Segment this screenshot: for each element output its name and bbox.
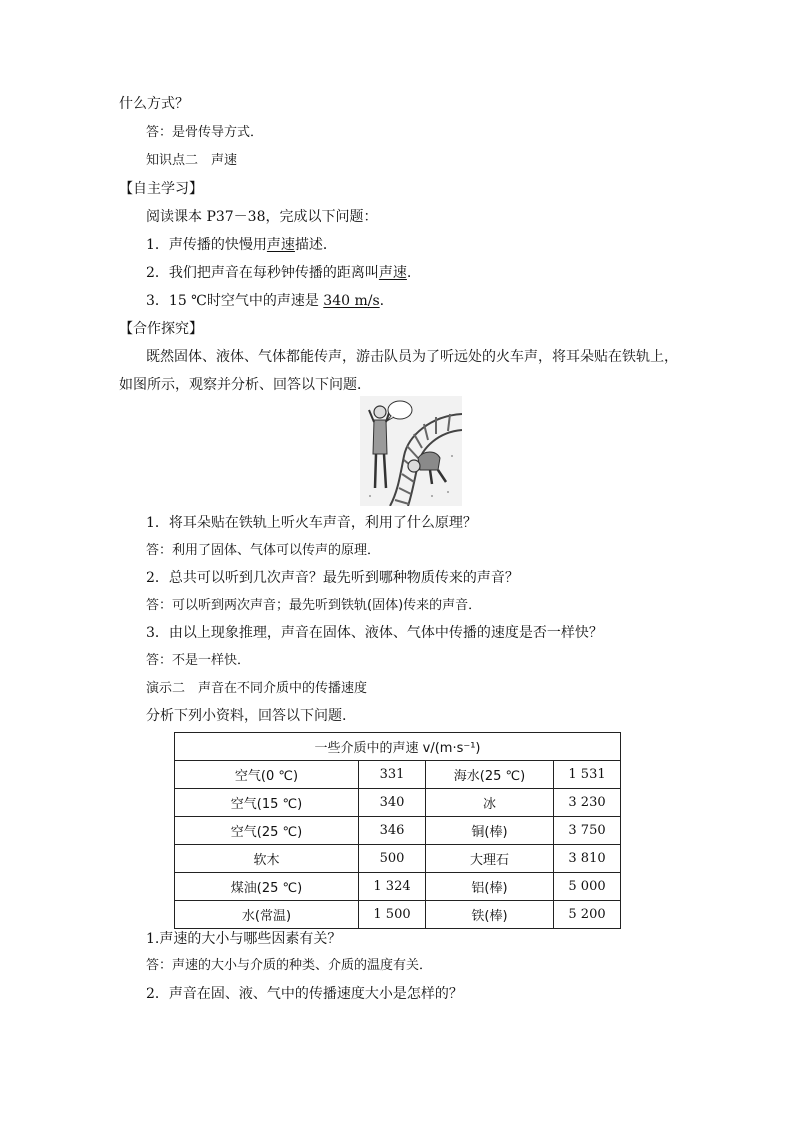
question-line: 1．将耳朵贴在铁轨上听火车声音，利用了什么原理？ — [146, 515, 477, 531]
illustration-svg — [360, 396, 462, 506]
table-cell: 3 810 — [554, 845, 621, 873]
text-segment: . — [379, 293, 385, 309]
underlined-answer: 340 m/s — [323, 293, 380, 309]
table-cell: 冰 — [426, 789, 554, 817]
table-cell: 软木 — [175, 845, 359, 873]
table-cell: 331 — [359, 761, 426, 789]
table-cell: 5 000 — [554, 873, 621, 901]
table-row — [175, 845, 621, 873]
table-cell: 铁(棒) — [426, 901, 554, 929]
subsection-heading: 【合作探究】 — [119, 321, 203, 337]
table-cell: 水(常温) — [175, 901, 359, 929]
table-cell: 1 500 — [359, 901, 426, 929]
table-cell: 空气(15 ℃) — [175, 789, 359, 817]
table-cell: 3 750 — [554, 817, 621, 845]
text-segment: . — [406, 265, 412, 281]
text-segment: 2．我们把声音在每秒钟传播的距离叫 — [146, 265, 379, 281]
table-title: 一些介质中的声速 v/(m·s⁻¹) — [175, 733, 621, 761]
question-line: 2．总共可以听到几次声音？最先听到哪种物质传来的声音？ — [146, 570, 519, 586]
question-line: 3．由以上现象推理，声音在固体、液体、气体中传播的速度是否一样快？ — [146, 625, 603, 641]
table-cell: 1 531 — [554, 761, 621, 789]
table-cell: 空气(0 ℃) — [175, 761, 359, 789]
answer-line: 答：是骨传导方式． — [146, 125, 264, 140]
answer-line: 答：利用了固体、气体可以传声的原理． — [146, 543, 381, 558]
question-line: 2．声音在固、液、气中的传播速度大小是怎样的？ — [146, 986, 463, 1002]
text-line: 阅读课本 P37－38，完成以下问题： — [146, 209, 378, 225]
sound-speed-table — [174, 732, 621, 929]
answer-line: 答：不是一样快． — [146, 653, 251, 668]
text-line: 如图所示，观察并分析、回答以下问题． — [119, 377, 371, 393]
table-cell: 空气(25 ℃) — [175, 817, 359, 845]
table-cell: 海水(25 ℃) — [426, 761, 554, 789]
table-cell: 500 — [359, 845, 426, 873]
text-line: 分析下列小资料，回答以下问题. — [146, 708, 347, 724]
text-line: 既然固体、液体、气体都能传声，游击队员为了听远处的火车声，将耳朵贴在铁轨上， — [146, 349, 678, 365]
table-cell: 340 — [359, 789, 426, 817]
subsection-heading: 【自主学习】 — [119, 181, 203, 197]
table-row — [175, 761, 621, 789]
table-cell: 煤油(25 ℃) — [175, 873, 359, 901]
table-row — [175, 901, 621, 929]
text-line — [146, 236, 337, 254]
table-cell: 大理石 — [426, 845, 554, 873]
table-cell: 346 — [359, 817, 426, 845]
text-line — [146, 292, 384, 310]
answer-line: 答：声速的大小与介质的种类、介质的温度有关． — [146, 958, 433, 973]
question-line: 1.声速的大小与哪些因素有关？ — [146, 931, 342, 947]
section-heading: 知识点二 声速 — [146, 153, 238, 168]
table-cell: 5 200 — [554, 901, 621, 929]
table-cell: 铝(棒) — [426, 873, 554, 901]
table-cell: 3 230 — [554, 789, 621, 817]
underlined-answer: 声速 — [266, 237, 295, 253]
table-row — [175, 789, 621, 817]
demo-heading: 演示二 声音在不同介质中的传播速度 — [146, 681, 368, 696]
table-cell: 铜(棒) — [426, 817, 554, 845]
text-segment: 3．15 ℃时空气中的声速是 — [146, 293, 324, 309]
text-segment: 1．声传播的快慢用 — [146, 237, 267, 253]
answer-line: 答：可以听到两次声音；最先听到铁轨(固体)传来的声音． — [146, 598, 482, 613]
underlined-answer: 声速 — [378, 265, 407, 281]
text-line — [146, 264, 411, 282]
table-cell: 1 324 — [359, 873, 426, 901]
text-segment: 描述． — [294, 237, 337, 253]
table-row — [175, 873, 621, 901]
text-line: 什么方式？ — [119, 96, 189, 112]
illustration-ear-on-rail — [360, 396, 462, 506]
table-row — [175, 817, 621, 845]
